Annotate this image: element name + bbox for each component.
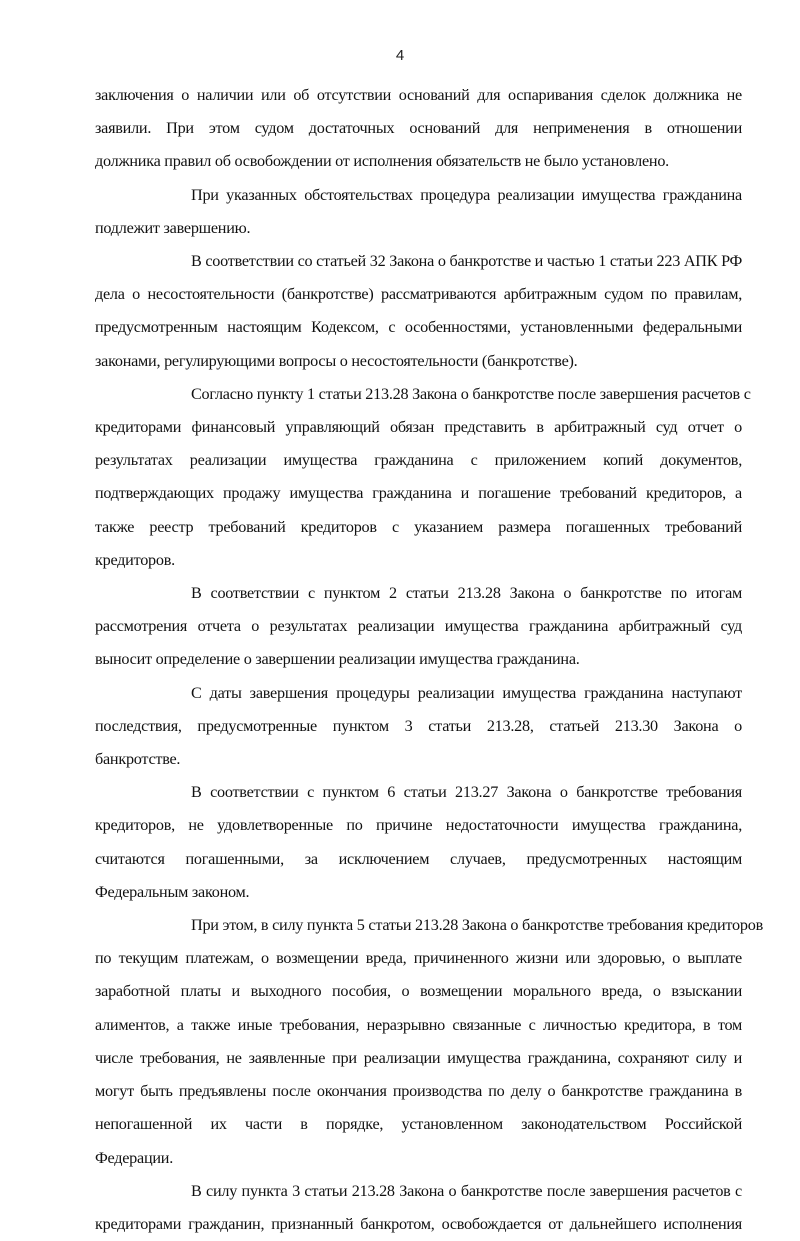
- paragraph: [95, 245, 742, 378]
- text-line: В силу пункта 3 статьи 213.28 Закона о банкротстве после завершения расчетов с: [191, 1181, 742, 1200]
- text-line: непогашенной их части в порядке, установленном законодательством Российской: [95, 1115, 742, 1134]
- text-line: числе требования, не заявленные при реализации имущества гражданина, сохраняют силу и: [95, 1048, 742, 1067]
- text-line: должника правил об освобождении от исполнения обязательств не было установлено.: [95, 152, 669, 171]
- text-line: Согласно пункту 1 статьи 213.28 Закона о банкротстве после завершения расчетов с: [191, 384, 751, 403]
- text-line: алиментов, а также иные требования, неразрывно связанные с личностью кредитора, в том: [95, 1015, 742, 1034]
- paragraph: [95, 909, 763, 1175]
- text-line: В соответствии с пунктом 6 статьи 213.27 Закона о банкротстве требования: [191, 783, 742, 802]
- text-line: банкротстве.: [95, 750, 181, 769]
- text-line: также реестр требований кредиторов с указанием размера погашенных требований: [95, 517, 742, 536]
- text-line: по текущим платежам, о возмещении вреда, причиненного жизни или здоровью, о выплате: [95, 949, 742, 968]
- paragraph: [95, 179, 742, 245]
- paragraph: [95, 677, 742, 777]
- text-line: кредиторов.: [95, 550, 175, 569]
- document-body: [95, 79, 763, 1241]
- text-line: кредиторами финансовый управляющий обязан представить в арбитражный суд отчет о: [95, 418, 742, 437]
- page-number: 4: [395, 47, 405, 64]
- paragraph: [95, 79, 742, 179]
- text-line: При указанных обстоятельствах процедура реализации имущества гражданина: [191, 185, 742, 204]
- paragraph: [95, 776, 742, 909]
- text-line: кредиторами гражданин, признанный банкротом, освобождается от дальнейшего исполнения: [95, 1214, 742, 1233]
- paragraph: [95, 1175, 742, 1241]
- text-line: последствия, предусмотренные пунктом 3 статьи 213.28, статьей 213.30 Закона о: [95, 716, 742, 735]
- text-line: кредиторов, не удовлетворенные по причине недостаточности имущества гражданина,: [95, 816, 742, 835]
- text-line: заявили. При этом судом достаточных оснований для неприменения в отношении: [95, 119, 742, 138]
- text-line: дела о несостоятельности (банкротстве) рассматриваются арбитражным судом по правилам,: [95, 285, 742, 304]
- text-line: законами, регулирующими вопросы о несостоятельности (банкротстве).: [95, 351, 578, 370]
- text-line: Федерации.: [95, 1148, 173, 1167]
- text-line: результатах реализации имущества гражданина с приложением копий документов,: [95, 451, 742, 470]
- text-line: предусмотренным настоящим Кодексом, с особенностями, установленными федеральными: [95, 318, 742, 337]
- text-line: считаются погашенными, за исключением случаев, предусмотренных настоящим: [95, 849, 742, 868]
- text-line: Федеральным законом.: [95, 882, 250, 901]
- text-line: заработной платы и выходного пособия, о возмещении морального вреда, о взыскании: [95, 982, 742, 1001]
- text-line: В соответствии со статьей 32 Закона о банкротстве и частью 1 статьи 223 АПК РФ: [191, 252, 743, 271]
- paragraph: [95, 577, 742, 677]
- text-line: рассмотрения отчета о результатах реализации имущества гражданина арбитражный суд: [95, 617, 742, 636]
- text-line: подлежит завершению.: [95, 218, 251, 237]
- text-line: могут быть предъявлены после окончания производства по делу о банкротстве гражданина в: [95, 1082, 742, 1101]
- text-line: подтверждающих продажу имущества гражданина и погашение требований кредиторов, а: [95, 484, 742, 503]
- text-line: В соответствии с пунктом 2 статьи 213.28 Закона о банкротстве по итогам: [191, 584, 742, 603]
- text-line: С даты завершения процедуры реализации имущества гражданина наступают: [191, 683, 742, 702]
- text-line: выносит определение о завершении реализации имущества гражданина.: [95, 650, 580, 669]
- paragraph: [95, 378, 751, 577]
- text-line: заключения о наличии или об отсутствии оснований для оспаривания сделок должника не: [95, 86, 742, 104]
- text-line: При этом, в силу пункта 5 статьи 213.28 Закона о банкротстве требования кредиторов: [191, 916, 763, 935]
